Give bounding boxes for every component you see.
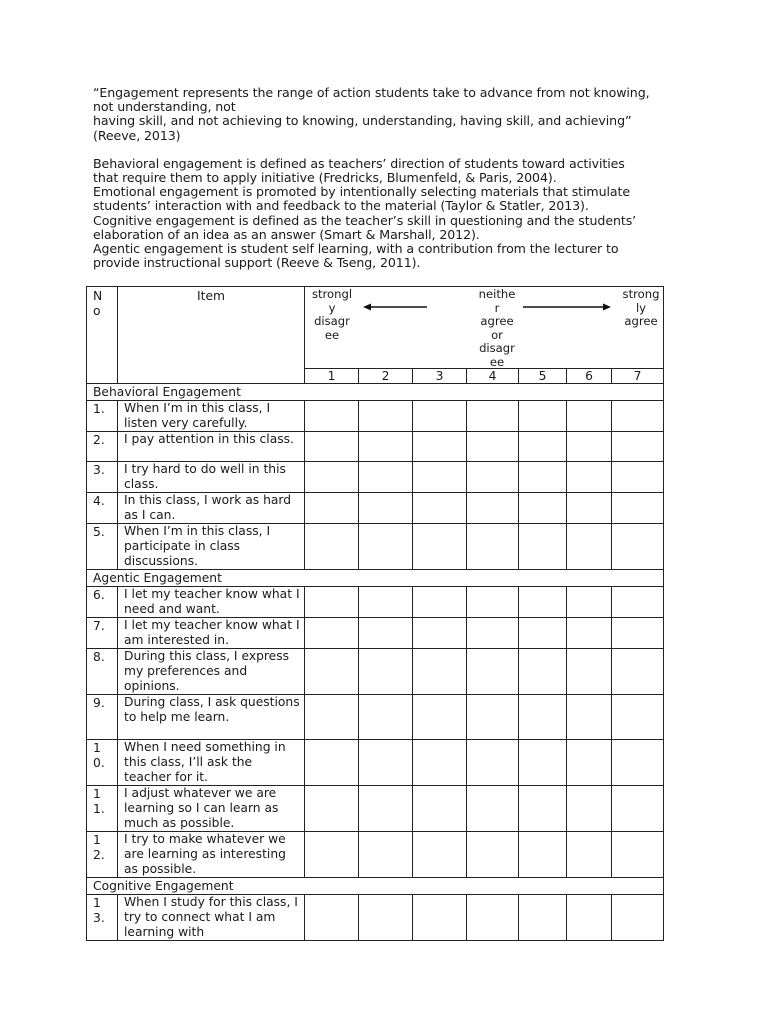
rating-cell[interactable] bbox=[519, 649, 567, 695]
rating-cell[interactable] bbox=[413, 618, 467, 649]
item-text: I let my teacher know what I need and want. bbox=[118, 587, 305, 618]
item-number: 7. bbox=[87, 618, 118, 649]
table-row bbox=[87, 524, 664, 570]
rating-cell[interactable] bbox=[359, 695, 413, 740]
rating-cell[interactable] bbox=[413, 462, 467, 493]
rating-cell[interactable] bbox=[612, 432, 664, 462]
rating-cell[interactable] bbox=[467, 493, 519, 524]
scale-label-strongly-agree: strong ly agree bbox=[622, 287, 660, 328]
rating-cell[interactable] bbox=[519, 786, 567, 832]
rating-cell[interactable] bbox=[305, 649, 359, 695]
rating-cell[interactable] bbox=[413, 695, 467, 740]
rating-cell[interactable] bbox=[359, 649, 413, 695]
rating-cell[interactable] bbox=[567, 432, 612, 462]
rating-cell[interactable] bbox=[612, 895, 664, 941]
rating-cell[interactable] bbox=[359, 493, 413, 524]
rating-cell[interactable] bbox=[519, 695, 567, 740]
rating-cell[interactable] bbox=[519, 740, 567, 786]
item-text: When I study for this class, I try to connect what I am learning with bbox=[118, 895, 305, 941]
rating-cell[interactable] bbox=[467, 895, 519, 941]
rating-cell[interactable] bbox=[519, 401, 567, 432]
rating-cell[interactable] bbox=[305, 740, 359, 786]
intro-text bbox=[93, 86, 683, 270]
table-row bbox=[87, 786, 664, 832]
rating-cell[interactable] bbox=[612, 587, 664, 618]
rating-cell[interactable] bbox=[567, 401, 612, 432]
rating-cell[interactable] bbox=[567, 695, 612, 740]
item-number: 3. bbox=[87, 462, 118, 493]
section-row bbox=[87, 878, 664, 895]
rating-cell[interactable] bbox=[413, 432, 467, 462]
rating-cell[interactable] bbox=[467, 587, 519, 618]
rating-cell[interactable] bbox=[567, 895, 612, 941]
rating-cell[interactable] bbox=[519, 895, 567, 941]
rating-cell[interactable] bbox=[467, 524, 519, 570]
rating-cell[interactable] bbox=[305, 493, 359, 524]
right-arrow-icon bbox=[523, 302, 611, 312]
rating-cell[interactable] bbox=[467, 618, 519, 649]
rating-cell[interactable] bbox=[305, 401, 359, 432]
scale-number: 6 bbox=[567, 369, 612, 384]
quote-line: having skill, and not achieving to knowing, understanding, having skill, and achieving” bbox=[93, 113, 632, 129]
item-number: 5. bbox=[87, 524, 118, 570]
item-text: When I need something in this class, I’ll ask the teacher for it. bbox=[118, 740, 305, 786]
rating-cell[interactable] bbox=[305, 895, 359, 941]
table-row bbox=[87, 695, 664, 740]
rating-cell[interactable] bbox=[467, 832, 519, 878]
rating-cell[interactable] bbox=[413, 524, 467, 570]
rating-cell[interactable] bbox=[413, 401, 467, 432]
rating-cell[interactable] bbox=[359, 895, 413, 941]
quote-line: not understanding, not bbox=[93, 99, 236, 115]
rating-cell[interactable] bbox=[567, 493, 612, 524]
rating-cell[interactable] bbox=[305, 587, 359, 618]
item-text: When I’m in this class, I listen very carefully. bbox=[118, 401, 305, 432]
rating-cell[interactable] bbox=[612, 649, 664, 695]
item-number: 1 0. bbox=[87, 740, 118, 786]
table-row bbox=[87, 740, 664, 786]
section-title: Agentic Engagement bbox=[87, 570, 664, 587]
rating-cell[interactable] bbox=[612, 524, 664, 570]
scale-number: 2 bbox=[359, 369, 413, 384]
rating-cell[interactable] bbox=[413, 493, 467, 524]
item-text: During class, I ask questions to help me learn. bbox=[118, 695, 305, 740]
rating-cell[interactable] bbox=[359, 462, 413, 493]
item-number: 2. bbox=[87, 432, 118, 462]
rating-cell[interactable] bbox=[359, 740, 413, 786]
rating-cell[interactable] bbox=[359, 401, 413, 432]
rating-cell[interactable] bbox=[567, 618, 612, 649]
definition-line: that require them to apply initiative (Fredricks, Blumenfeld, & Paris, 2004). bbox=[93, 170, 557, 186]
section-row bbox=[87, 570, 664, 587]
definition-line: students’ interaction with and feedback to the material (Taylor & Statler, 2013). bbox=[93, 198, 589, 214]
item-column-header: Item bbox=[118, 287, 305, 384]
scale-number: 4 bbox=[467, 369, 519, 384]
rating-cell[interactable] bbox=[519, 493, 567, 524]
definition-line: elaboration of an idea as an answer (Smart & Marshall, 2012). bbox=[93, 226, 480, 242]
scale-label-strongly-disagree: strongl y disagr ee bbox=[311, 287, 353, 342]
rating-cell[interactable] bbox=[467, 432, 519, 462]
rating-cell[interactable] bbox=[519, 432, 567, 462]
definition-line: provide instructional support (Reeve & Tseng, 2011). bbox=[93, 255, 421, 271]
rating-cell[interactable] bbox=[612, 832, 664, 878]
scale-number: 3 bbox=[413, 369, 467, 384]
rating-cell[interactable] bbox=[413, 895, 467, 941]
section-title: Cognitive Engagement bbox=[87, 878, 664, 895]
definition-line: Emotional engagement is promoted by intentionally selecting materials that stimulate bbox=[93, 184, 630, 200]
rating-cell[interactable] bbox=[305, 524, 359, 570]
item-number: 4. bbox=[87, 493, 118, 524]
rating-cell[interactable] bbox=[567, 786, 612, 832]
item-text: I adjust whatever we are learning so I can learn as much as possible. bbox=[118, 786, 305, 832]
rating-cell[interactable] bbox=[413, 832, 467, 878]
table-row bbox=[87, 895, 664, 941]
item-number: 1 2. bbox=[87, 832, 118, 878]
rating-cell[interactable] bbox=[305, 432, 359, 462]
table-row bbox=[87, 432, 664, 462]
table-row bbox=[87, 493, 664, 524]
rating-cell[interactable] bbox=[612, 401, 664, 432]
section-title: Behavioral Engagement bbox=[87, 384, 664, 401]
rating-cell[interactable] bbox=[359, 618, 413, 649]
rating-cell[interactable] bbox=[359, 524, 413, 570]
item-text: When I’m in this class, I participate in class discussions. bbox=[118, 524, 305, 570]
quote-citation: (Reeve, 2013) bbox=[93, 127, 181, 143]
rating-cell[interactable] bbox=[467, 740, 519, 786]
item-text: During this class, I express my preferences and opinions. bbox=[118, 649, 305, 695]
scale-label-neutral: neithe r agree or disagr ee bbox=[478, 287, 516, 369]
item-number: 9. bbox=[87, 695, 118, 740]
table-row bbox=[87, 649, 664, 695]
rating-cell[interactable] bbox=[305, 462, 359, 493]
rating-cell[interactable] bbox=[467, 462, 519, 493]
rating-cell[interactable] bbox=[567, 524, 612, 570]
scale-number: 7 bbox=[612, 369, 664, 384]
rating-cell[interactable] bbox=[305, 832, 359, 878]
rating-cell[interactable] bbox=[359, 432, 413, 462]
rating-cell[interactable] bbox=[359, 832, 413, 878]
rating-cell[interactable] bbox=[305, 618, 359, 649]
rating-cell[interactable] bbox=[612, 618, 664, 649]
quote-line: “Engagement represents the range of action students take to advance from not knowing, bbox=[93, 85, 650, 100]
definition-line: Cognitive engagement is defined as the teacher’s skill in questioning and the students’ bbox=[93, 212, 637, 228]
engagement-scale-table bbox=[86, 286, 664, 941]
scale-number: 5 bbox=[519, 369, 567, 384]
section-row bbox=[87, 384, 664, 401]
table-row bbox=[87, 618, 664, 649]
rating-cell[interactable] bbox=[612, 462, 664, 493]
rating-cell[interactable] bbox=[359, 587, 413, 618]
table-row bbox=[87, 832, 664, 878]
rating-cell[interactable] bbox=[467, 695, 519, 740]
item-text: I try to make whatever we are learning as interesting as possible. bbox=[118, 832, 305, 878]
table-row bbox=[87, 462, 664, 493]
rating-cell[interactable] bbox=[612, 786, 664, 832]
rating-cell[interactable] bbox=[413, 786, 467, 832]
item-text: I pay attention in this class. bbox=[118, 432, 305, 462]
rating-cell[interactable] bbox=[612, 695, 664, 740]
rating-cell[interactable] bbox=[467, 649, 519, 695]
rating-cell[interactable] bbox=[413, 587, 467, 618]
rating-cell[interactable] bbox=[305, 695, 359, 740]
item-number: 8. bbox=[87, 649, 118, 695]
rating-cell[interactable] bbox=[519, 832, 567, 878]
left-arrow-icon bbox=[363, 302, 427, 312]
item-number: 1 1. bbox=[87, 786, 118, 832]
item-number: 1 3. bbox=[87, 895, 118, 941]
table-row bbox=[87, 587, 664, 618]
rating-cell[interactable] bbox=[467, 401, 519, 432]
item-number: 1. bbox=[87, 401, 118, 432]
rating-cell[interactable] bbox=[467, 786, 519, 832]
rating-cell[interactable] bbox=[612, 740, 664, 786]
rating-cell[interactable] bbox=[567, 587, 612, 618]
rating-cell[interactable] bbox=[519, 587, 567, 618]
definition-line: Behavioral engagement is defined as teachers’ direction of students toward activities bbox=[93, 155, 625, 171]
rating-cell[interactable] bbox=[567, 740, 612, 786]
rating-cell[interactable] bbox=[413, 740, 467, 786]
table-row bbox=[87, 401, 664, 432]
scale-number: 1 bbox=[305, 369, 359, 384]
definition-line: Agentic engagement is student self learning, with a contribution from the lecturer to bbox=[93, 241, 619, 257]
rating-cell[interactable] bbox=[413, 649, 467, 695]
item-text: In this class, I work as hard as I can. bbox=[118, 493, 305, 524]
rating-cell[interactable] bbox=[567, 649, 612, 695]
item-number: 6. bbox=[87, 587, 118, 618]
header-row bbox=[87, 287, 664, 369]
rating-cell[interactable] bbox=[519, 524, 567, 570]
rating-cell[interactable] bbox=[519, 462, 567, 493]
rating-cell[interactable] bbox=[567, 462, 612, 493]
rating-cell[interactable] bbox=[567, 832, 612, 878]
rating-cell[interactable] bbox=[519, 618, 567, 649]
no-column-header: N o bbox=[87, 287, 118, 384]
rating-cell[interactable] bbox=[359, 786, 413, 832]
scale-header bbox=[305, 287, 664, 369]
item-text: I try hard to do well in this class. bbox=[118, 462, 305, 493]
rating-cell[interactable] bbox=[305, 786, 359, 832]
rating-cell[interactable] bbox=[612, 493, 664, 524]
item-text: I let my teacher know what I am interested in. bbox=[118, 618, 305, 649]
